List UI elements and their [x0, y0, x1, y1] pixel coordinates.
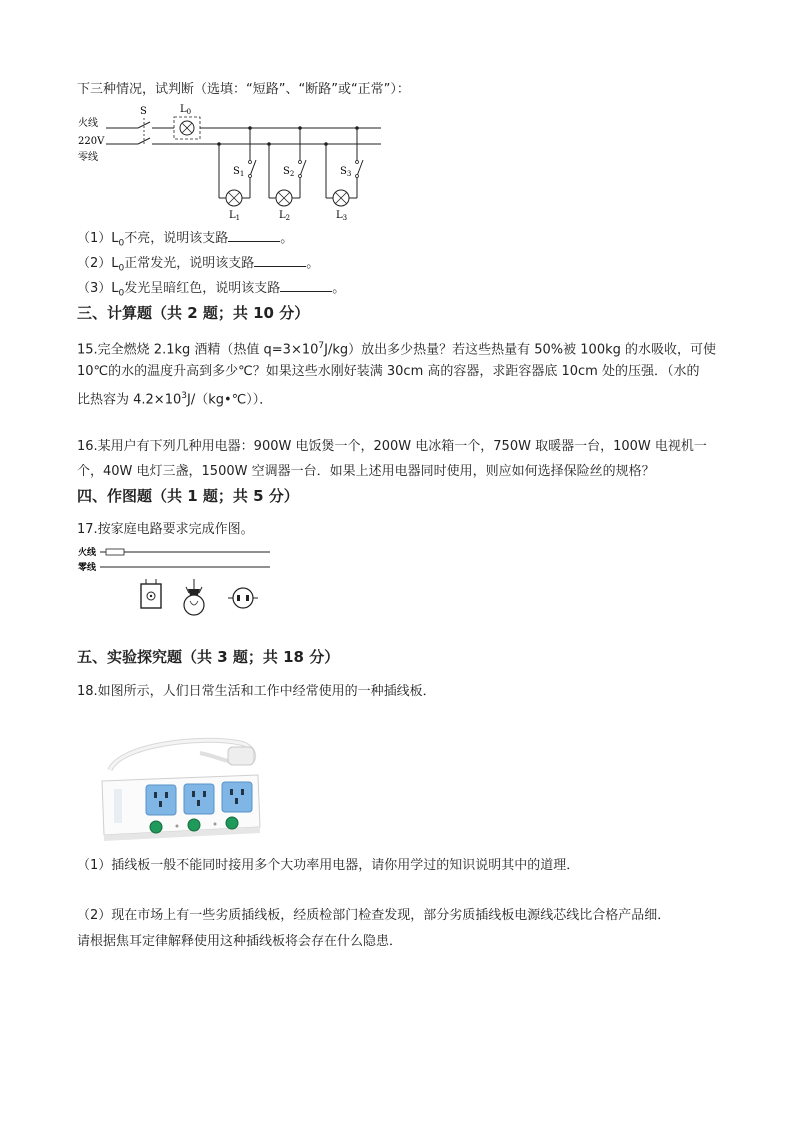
switch-s3-label: $S_3$: [340, 166, 352, 178]
q17-neutral-label: 零线: [78, 563, 97, 573]
outlet-2: [184, 784, 214, 814]
lamp-l1-label: $L_1$: [229, 210, 241, 222]
plug-icon: [228, 747, 254, 765]
q18-part-1: （1）插线板一般不能同时接用多个大功率用电器，请你用学过的知识说明其中的道理．: [77, 858, 580, 873]
voltage-label: 220V: [78, 136, 105, 147]
q17-live-label: 火线: [78, 548, 97, 558]
wall-switch-icon: [141, 579, 161, 608]
answer-blank[interactable]: [280, 279, 332, 292]
strip-switch-3: [226, 817, 238, 829]
q14-intro: 下三种情况，试判断（选填：“短路”、“断路”或“正常”）：: [77, 82, 410, 97]
power-strip-image: [80, 735, 270, 845]
switch-s-label: S: [140, 106, 147, 117]
fuse-icon: [106, 549, 124, 555]
q18-text: 18.如图所示，人们日常生活和工作中经常使用的一种插线板．: [77, 684, 436, 699]
strip-switch-2: [188, 819, 200, 831]
l0-label: $L_0$: [180, 104, 192, 116]
brand-logo: [114, 789, 122, 823]
outlet-1: [146, 785, 176, 815]
lamp-l3-label: $L_3$: [336, 210, 348, 222]
q14-item-2: $(2)L_0$正常发光，说明该支路 。: [77, 256, 320, 274]
section-3-title: 三、计算题（共 2 题；共 10 分）: [77, 304, 310, 322]
q15-line-3: 比热容为 $4.2\times 10^3J/(kg•℃)$）．: [77, 391, 273, 408]
live-wire-label: 火线: [78, 118, 98, 129]
neutral-wire-label: 零线: [78, 152, 98, 163]
answer-blank[interactable]: [254, 254, 306, 267]
switch-s1-label: $S_1$: [233, 166, 245, 178]
q14-item-3: $(3)L_0$发光呈暗红色，说明该支路 。: [77, 281, 346, 299]
q14-circuit-diagram: [76, 100, 386, 230]
q16-line-1: 16.某用户有下列几种用电器：900W 电饭煲一个，200W 电冰箱一个，750W 取暖器一台，100W 电视机一: [77, 439, 707, 454]
q15-line-2: 10℃的水的温度升高到多少℃？如果这些水刚好装满 30cm 高的容器，求距容器底 10cm 处的压强．（水的: [77, 364, 700, 379]
switch-s2-label: $S_2$: [283, 166, 295, 178]
q15-line-1: 15.完全燃烧 2.1kg 酒精（热值 $q=3\times 10^7J/kg$）放出多少热量？若这些热量有 50%被 100kg 的水吸收，可使: [77, 341, 717, 358]
q16-line-2: 个，40W 电灯三盏，1500W 空调器一台．如果上述用电器同时使用，则应如何选择保险丝的规格？: [77, 464, 655, 479]
answer-blank[interactable]: [228, 229, 280, 242]
socket-icon: [228, 588, 258, 608]
q17-text: 17.按家庭电路要求完成作图。: [77, 522, 254, 537]
q18-part-2-line-2: 请根据焦耳定律解释使用这种插线板将会存在什么隐患．: [77, 934, 403, 949]
q17-wiring-diagram: [76, 543, 276, 618]
light-bulb-icon: [184, 579, 204, 615]
q18-part-2-line-1: （2）现在市场上有一些劣质插线板，经质检部门检查发现，部分劣质插线板电源线芯线比合格产品细．: [77, 908, 671, 923]
lamp-l2-label: $L_2$: [279, 210, 291, 222]
section-4-title: 四、作图题（共 1 题；共 5 分）: [77, 487, 299, 505]
strip-switch-1: [150, 821, 162, 833]
q14-item-1: $(1)L_0$不亮，说明该支路 。: [77, 231, 294, 249]
section-5-title: 五、实验探究题（共 3 题；共 18 分）: [77, 648, 340, 666]
outlet-3: [222, 782, 252, 812]
